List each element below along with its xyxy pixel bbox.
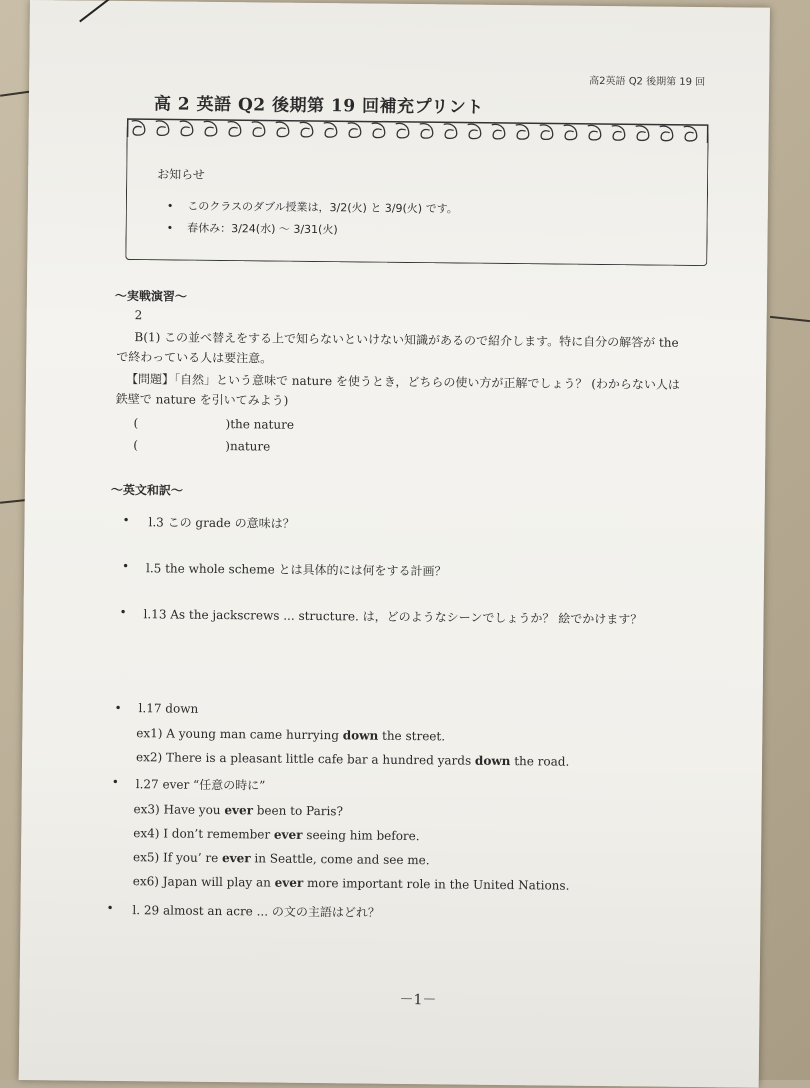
pen-mark xyxy=(79,0,120,22)
notice-item: • 春休み：3/24(水) ～ 3/31(火) xyxy=(167,219,458,238)
bullet: • xyxy=(122,558,130,574)
example-sentence: ex4) I don’t remember ever seeing him before. xyxy=(133,826,420,844)
choice-text: )the nature xyxy=(225,417,295,432)
page-number: －1－ xyxy=(399,991,437,1009)
bullet: • xyxy=(122,512,130,528)
question-number: 2 xyxy=(134,308,143,323)
example-sentence: ex2) There is a pleasant little cafe bar a hundred yards down the road. xyxy=(136,750,570,769)
example-sentence: ex3) Have you ever been to Paris? xyxy=(133,802,344,819)
notice-list xyxy=(166,197,457,244)
practice-heading: ～実戦演習～ xyxy=(114,288,187,304)
printed-page xyxy=(19,0,770,1088)
translation-question: l.3 この grade の意味は？ xyxy=(148,515,295,531)
example-sentence: ex5) If you’ re ever in Seattle, come and see me. xyxy=(132,850,430,868)
practice-text-line: で終わっている人は要注意。 xyxy=(116,349,273,366)
bullet: • xyxy=(111,774,119,789)
translation-question: l.13 As the jackscrews ... structure. は，どのようなシーンでしょうか？ 絵でかけます？ xyxy=(143,607,643,627)
page-title: 高 2 英語 Q2 後期第 19 回補充プリント xyxy=(153,94,484,118)
scalloped-border xyxy=(126,115,710,143)
practice-text-line: 【問題】「自然」という意味で nature を使うとき，どちらの使い方が正解でしょう？ (わからない人は xyxy=(125,372,681,392)
translation-question: l.5 the whole scheme とは具体的には何をする計画？ xyxy=(145,561,447,579)
choice-text: )nature xyxy=(225,439,271,454)
bullet: • xyxy=(114,700,122,715)
notice-heading: お知らせ xyxy=(157,167,205,182)
page-header-label: 高2英語 Q2 後期第 19 回 xyxy=(589,75,706,89)
example-sentence: ex1) A young man came hurrying down the street. xyxy=(136,726,446,744)
choice-paren-open: ( xyxy=(133,416,139,431)
bullet: • xyxy=(119,604,127,620)
translation-question: l. 29 almost an acre ... の文の主語はどれ？ xyxy=(132,903,380,920)
example-sentence: ex6) Japan will play an ever more important role in the United Nations. xyxy=(132,874,570,893)
practice-text-line: B(1) この並べ替えをする上で知らないといけない知識があるので紹介します。特に自分の解答が the xyxy=(134,330,679,350)
notice-box xyxy=(125,127,708,266)
notice-item: • このクラスのダブル授業は，3/2(火) と 3/9(火) です。 xyxy=(167,197,458,216)
bullet: • xyxy=(106,900,114,915)
translation-heading: ～英文和訳～ xyxy=(110,482,183,498)
choice-paren-open: ( xyxy=(133,438,139,453)
practice-text-line: 鉄壁で nature を引いてみよう) xyxy=(115,391,289,408)
translation-question: l.27 ever “任意の時に” xyxy=(135,777,266,793)
translation-question: l.17 down xyxy=(138,701,199,716)
